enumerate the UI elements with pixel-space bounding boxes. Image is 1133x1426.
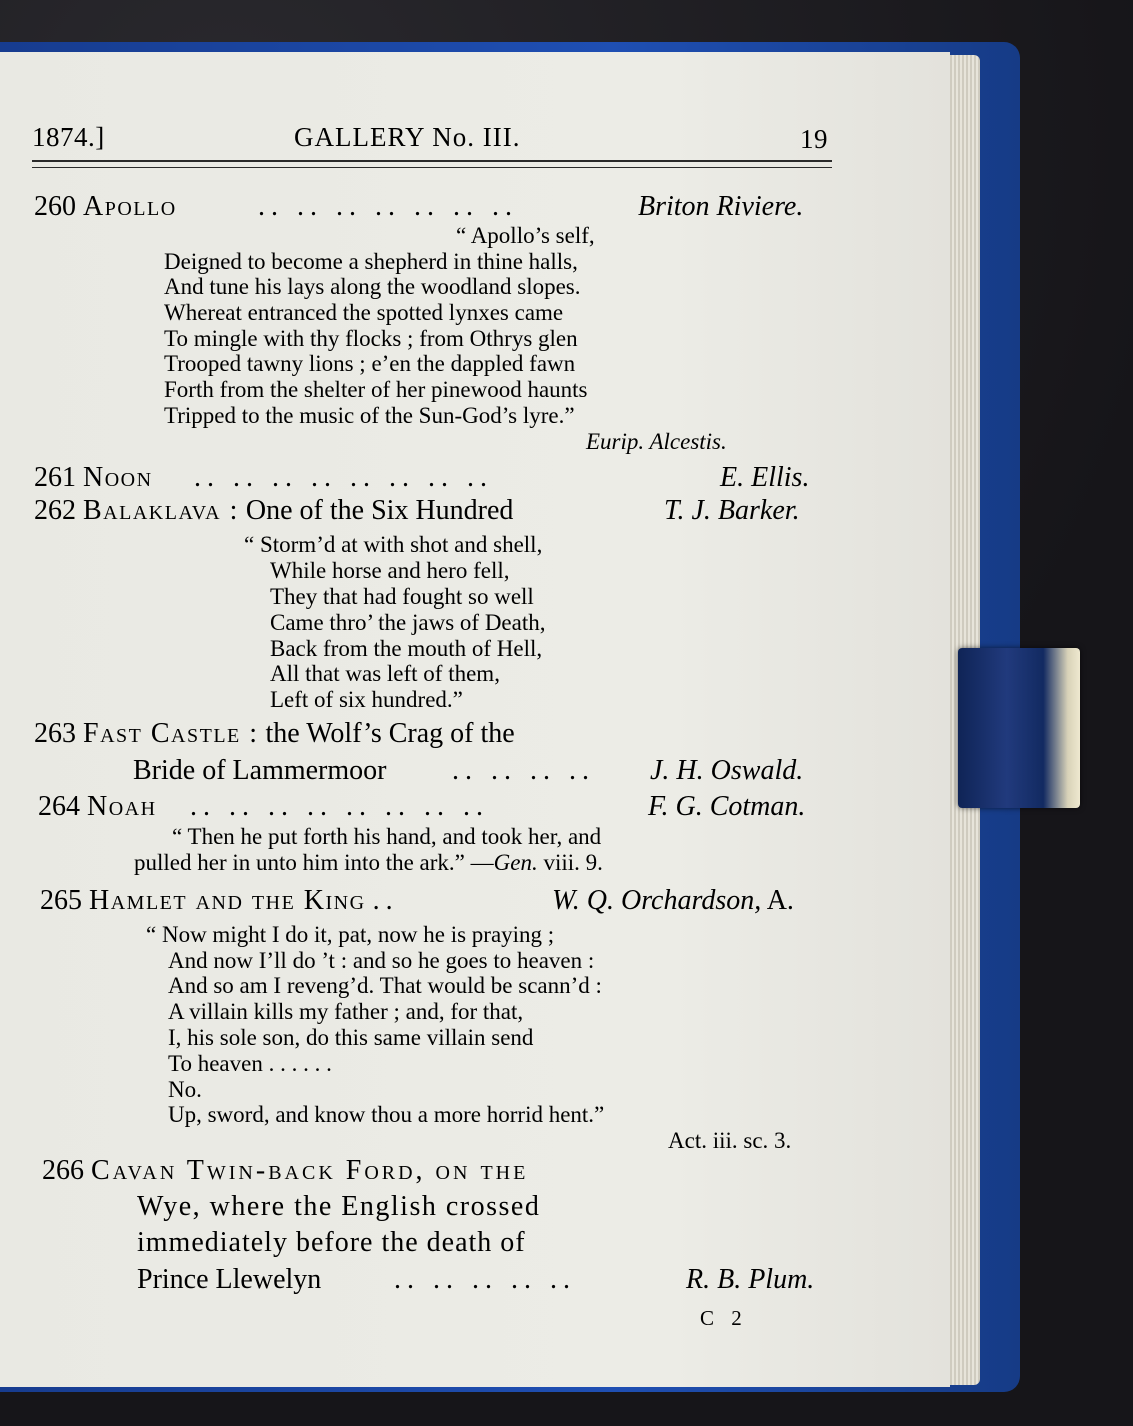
verse-line: To mingle with thy flocks ; from Othrys glen: [164, 326, 578, 351]
bookmark-ribbon[interactable]: [958, 648, 1080, 808]
verse-line: While horse and hero fell,: [270, 558, 510, 583]
leader-dots: .. .. .. .. .. .. .. ..: [190, 791, 489, 822]
verse-line: Up, sword, and know thou a more horrid hent.”: [168, 1102, 605, 1127]
entry-title: Balaklava :: [83, 495, 239, 526]
verse-line: “ Now might I do it, pat, now he is praying ;: [146, 922, 555, 947]
entry-263-artist: J. H. Oswald.: [650, 755, 804, 786]
verse-line: Left of six hundred.”: [270, 687, 463, 712]
verse-citation: Act. iii. sc. 3.: [668, 1128, 792, 1153]
header-rule-thin: [32, 167, 832, 168]
entry-262-title: [34, 495, 513, 527]
verse-line: Deigned to become a shepherd in thine halls,: [164, 249, 578, 274]
entry-261-title: [34, 462, 153, 494]
entry-number: 261: [34, 462, 76, 493]
quote-ref: viii. 9.: [543, 850, 603, 875]
leader-dots: ..: [372, 885, 399, 916]
page-number: 19: [800, 124, 828, 154]
verse-line: Forth from the shelter of her pinewood haunts: [164, 377, 588, 402]
entry-264-artist: F. G. Cotman.: [648, 791, 806, 822]
entry-266-artist: R. B. Plum.: [686, 1264, 815, 1295]
verse-line: They that had fought so well: [270, 584, 534, 609]
entry-260-title: [34, 191, 177, 223]
verse-line: All that was left of them,: [270, 661, 500, 686]
verse-line: A villain kills my father ; and, for that,: [168, 999, 524, 1024]
entry-title: Noah: [87, 791, 157, 822]
verse-line: Tripped to the music of the Sun-God’s lyre.”: [164, 403, 575, 428]
verse-line: Whereat entranced the spotted lynxes came: [164, 300, 564, 325]
entry-number: 265: [40, 885, 82, 916]
verse-line: And now I’ll do ’t : and so he goes to heaven :: [168, 948, 595, 973]
header-title: GALLERY No. III.: [294, 122, 521, 152]
entry-261-artist: E. Ellis.: [720, 462, 810, 493]
header-year: 1874.]: [32, 122, 105, 152]
entry-263-title: [34, 718, 515, 750]
running-header: [32, 118, 832, 158]
quote-text: pulled her in unto him into the ark.” —: [134, 850, 494, 875]
entry-number: 260: [34, 191, 76, 222]
verse-line: Trooped tawny lions ; e’en the dappled fawn: [164, 351, 576, 376]
entry-title: Apollo: [83, 191, 177, 222]
verse-line: Came thro’ the jaws of Death,: [270, 610, 546, 635]
entry-title-cont: Wye, where the English crossed: [137, 1191, 541, 1222]
leader-dots: .. .. .. .. .. .. ..: [258, 191, 518, 222]
verse-line: “ Storm’d at with shot and shell,: [244, 532, 543, 557]
verse-line: And so am I reveng’d. That would be scann’d :: [168, 973, 602, 998]
entry-subtitle: the Wolf’s Crag of the: [265, 718, 515, 749]
entry-number: 263: [34, 718, 76, 749]
leader-dots: .. .. .. .. ..: [394, 1264, 576, 1295]
verse-line: I, his sole son, do this same villain send: [168, 1025, 534, 1050]
quote-line: “ Then he put forth his hand, and took her, and: [172, 824, 602, 849]
entry-260-artist: Briton Riviere.: [638, 191, 804, 222]
entry-number: 266: [42, 1155, 84, 1186]
quote-line: [134, 850, 603, 876]
verse-citation: Eurip. Alcestis.: [586, 429, 727, 454]
entry-title: Cavan Twin-back Ford, on the: [91, 1155, 529, 1186]
leader-dots: .. .. .. .. .. .. .. ..: [194, 462, 493, 493]
verse-line: Back from the mouth of Hell,: [270, 636, 543, 661]
signature-mark: C 2: [700, 1306, 748, 1330]
entry-title-cont: immediately before the death of: [137, 1227, 526, 1258]
verse-line: And tune his lays along the woodland slopes.: [164, 274, 581, 299]
verse-line: “ Apollo’s self,: [456, 223, 595, 248]
entry-title-cont: Prince Llewelyn: [137, 1264, 322, 1295]
entry-265-artist: [552, 885, 794, 917]
entry-subtitle: One of the Six Hundred: [245, 495, 514, 526]
entry-number: 262: [34, 495, 76, 526]
quote-source: Gen.: [493, 850, 538, 875]
entry-subtitle-cont: Bride of Lammermoor: [133, 755, 387, 786]
entry-266-title: [42, 1155, 528, 1187]
entry-title: Noon: [83, 462, 153, 493]
entry-262-artist: T. J. Barker.: [664, 495, 800, 526]
entry-title: Fast Castle :: [83, 718, 259, 749]
header-rule: [32, 160, 832, 162]
artist-name: W. Q. Orchardson,: [552, 885, 762, 916]
entry-title: Hamlet and the King: [89, 885, 366, 916]
verse-line: To heaven . . . . . .: [168, 1051, 332, 1076]
entry-264-title: [38, 791, 157, 823]
artist-suffix: A.: [766, 885, 794, 916]
entry-number: 264: [38, 791, 80, 822]
entry-265-title: [40, 885, 399, 917]
leader-dots: .. .. .. ..: [452, 755, 595, 786]
verse-line: No.: [168, 1077, 202, 1102]
